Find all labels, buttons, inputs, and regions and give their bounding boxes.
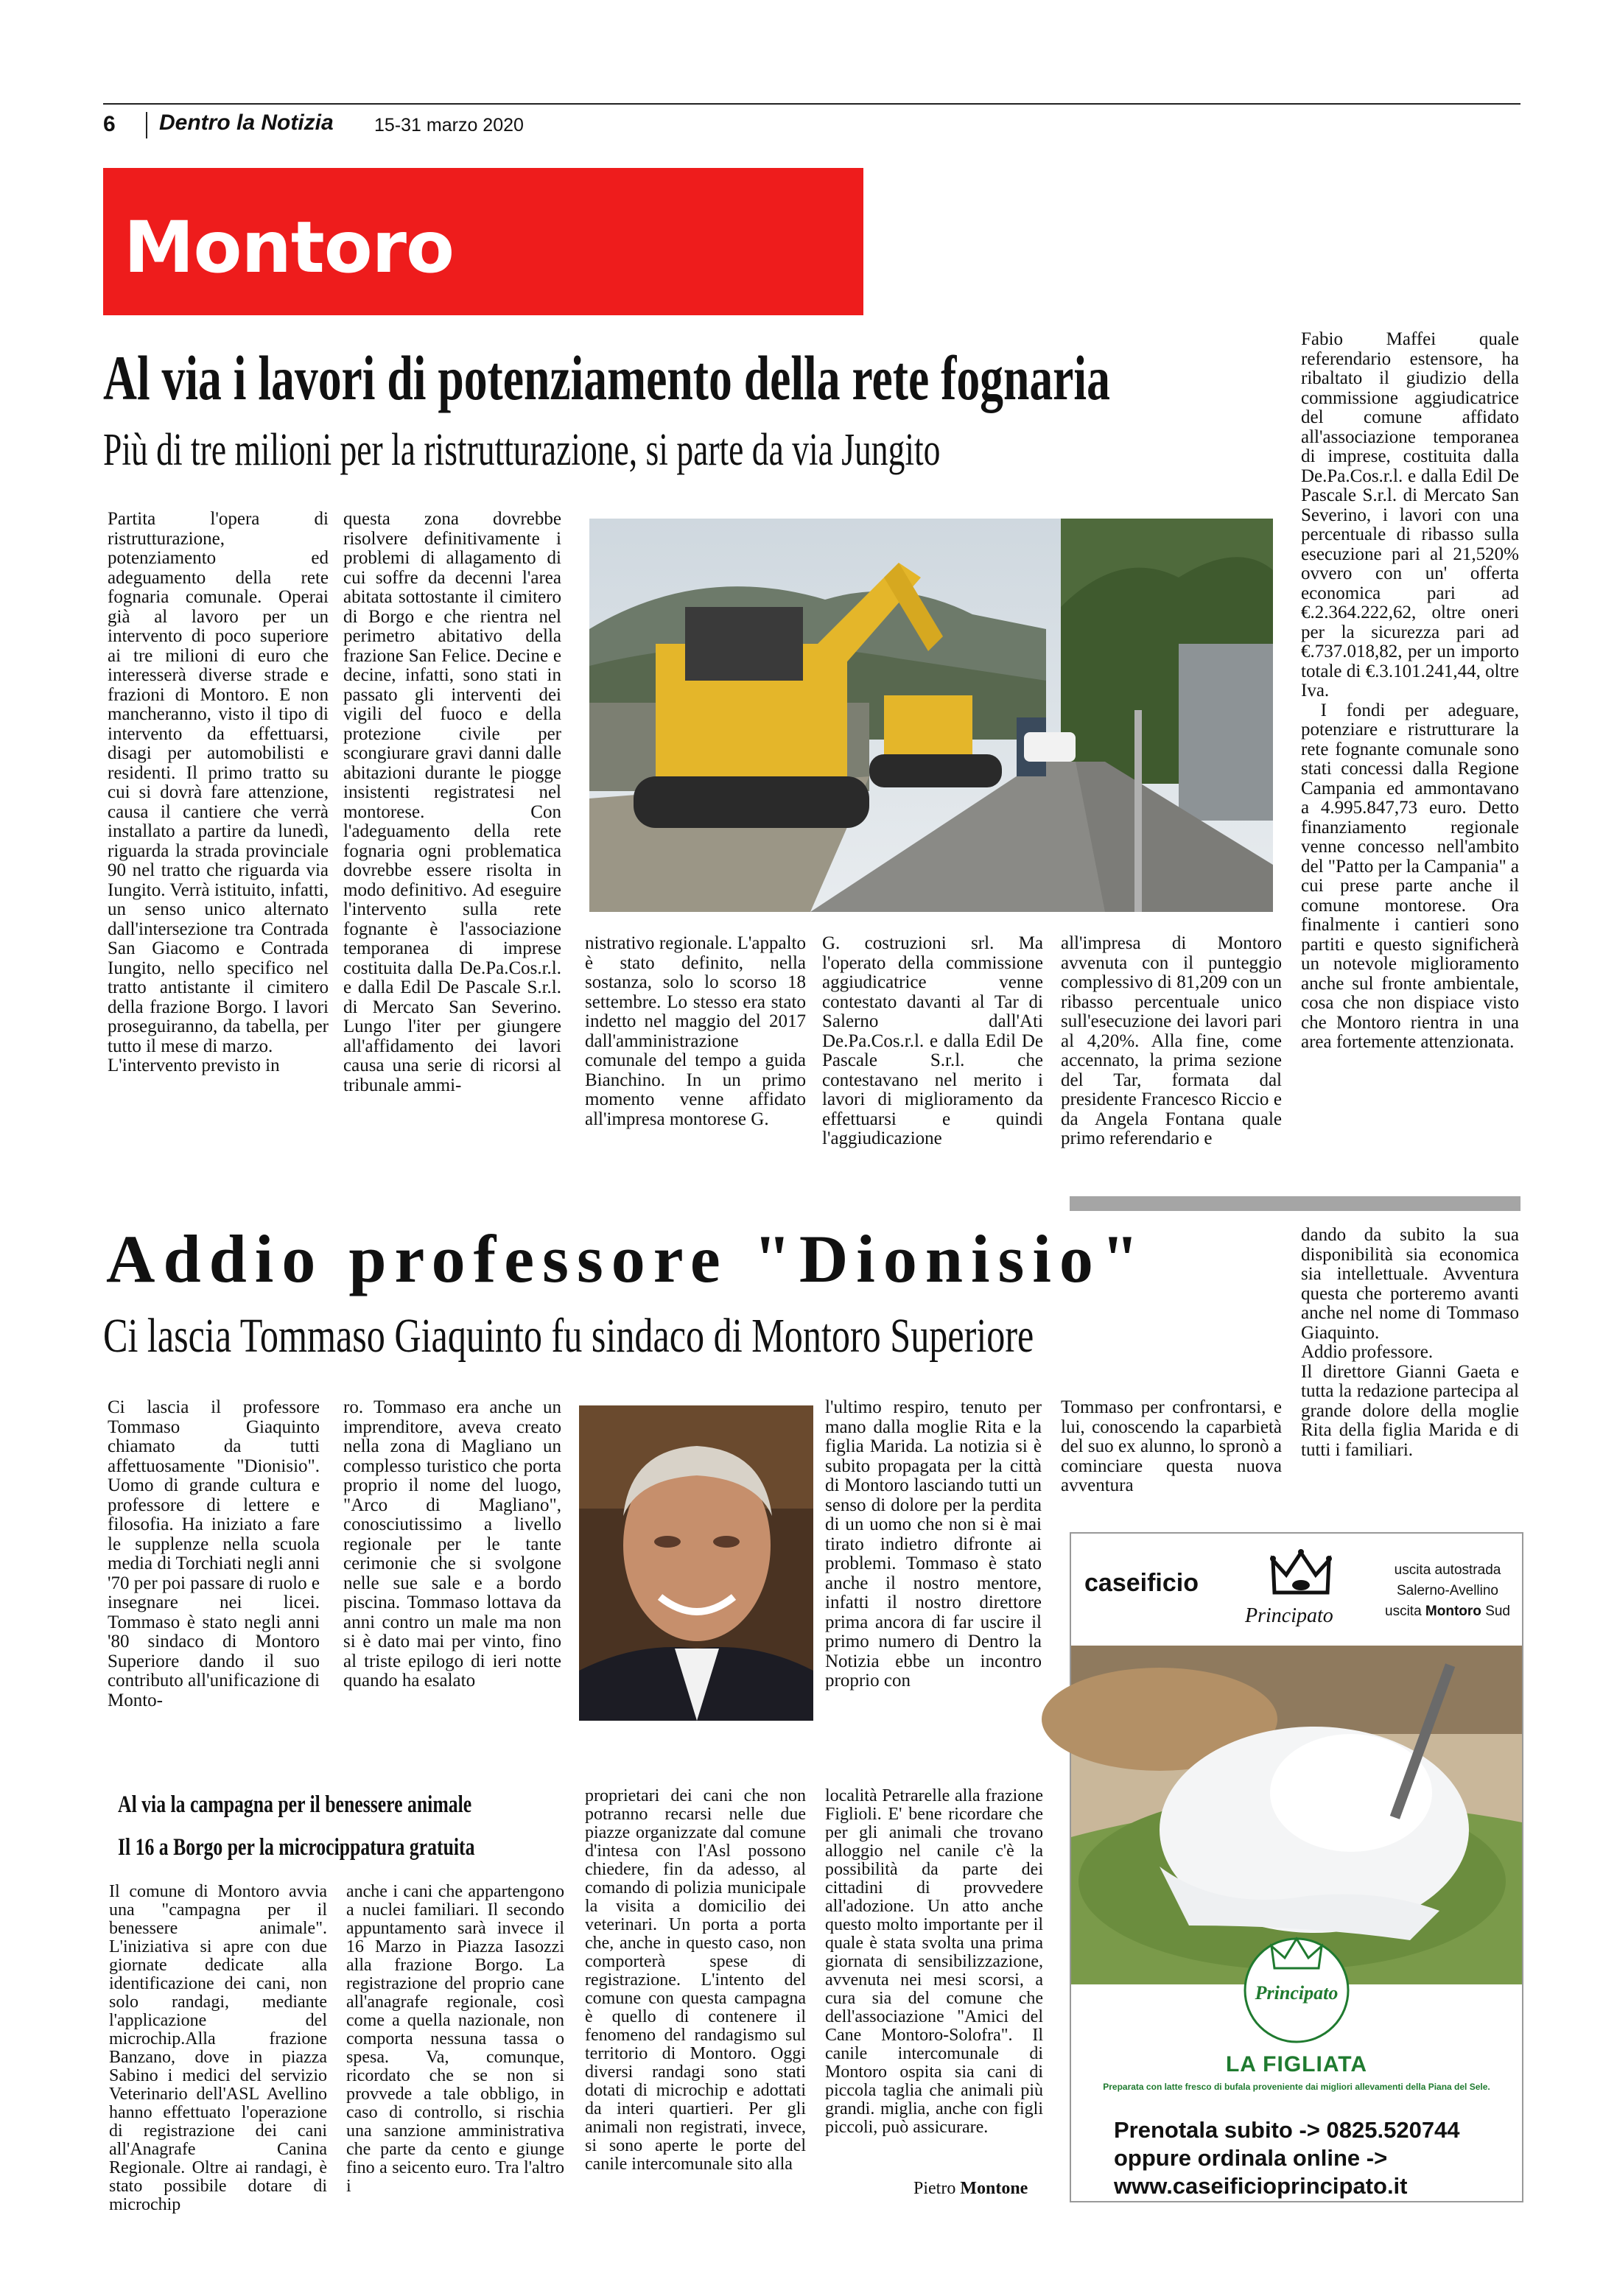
issue-date: 15-31 marzo 2020 (374, 115, 524, 136)
article1-column-3: nistrativo regionale. L'appalto è stato definito, nella sostanza, solo lo scorso 18 settembre. Lo stesso era stato indetto nel maggio del 2017 dall'amministrazione comunale del tempo a guida Bianchino. In un primo momento venne affidato all'impresa montorese G. (585, 933, 811, 1129)
ad-phone-cta[interactable]: Prenotala subito -> 0825.520744 (1114, 2117, 1460, 2143)
exit-line-3 (1381, 1601, 1515, 1622)
ad-product-title: LA FIGLIATA (1225, 2052, 1368, 2076)
signature-first-name: Pietro (913, 2179, 956, 2198)
section-title: Montoro (124, 206, 454, 289)
excavator-photo (589, 519, 1273, 912)
article1-column-5: all'impresa di Montoro avvenuta con il punteggio complessivo di 81,209 con un ribasso percentuale unico sull'esecuzione dei lavori pari al 4,20%. Alla fine, come accennato, la prima sezione del Tar, formata dal presidente Francesco Riccio e da Angela Fontana quale primo referendario e (1061, 933, 1287, 1148)
section-divider (1070, 1196, 1520, 1211)
article1-headline: Al via i lavori di potenziamento della rete fognaria (103, 343, 1110, 413)
publication-name: Dentro la Notizia (159, 110, 334, 135)
article3-subheadline: Il 16 a Borgo per la microcippatura gratuita (118, 1834, 475, 1861)
article2-subheadline: Ci lascia Tommaso Giaquinto fu sindaco di Montoro Superiore (103, 1309, 1034, 1363)
article2-column-1: Ci lascia il professore Tommaso Giaquinto chiamato da tutti affettuosamente "Dionisio". Uomo di grande cultura e professore di lettere e filosofia. Ha iniziato a fare le supplenze nella scuola media di Torchiati negli anni '70 per poi passare di ruolo e insegnare nei licei. Tommaso è stato negli anni '80 sindaco di Montoro Superiore dando il suo contributo all'unificazione di Monto- (108, 1397, 325, 1710)
exit-line-3-pre: uscita (1385, 1604, 1422, 1619)
ad-logo-script: Principato (1245, 1604, 1333, 1627)
header-rule (103, 103, 1520, 105)
article3-column-4: località Petrarelle alla frazione Figlioli. E' bene ricordare che per gli animali che trovano alloggio nel canile c'è la possibilità da parte dei cittadini di provvedere all'adozione. Un atto anche questo molto importante per il quale è stata svolta una prima giornata di sensibilizzazione, avvenuta nei mesi scorsi, a cura sia del comune che dell'associazione "Amici del Cane Montoro-Solofra". Il canile intercomunale di Montoro ospita sia cani di piccola taglia che animali più grandi. miglia, anche con figli piccoli, può assicurare. (825, 1786, 1048, 2137)
article3-headline: Al via la campagna per il benessere animale (118, 1791, 472, 1818)
exit-line-3-post: Sud (1485, 1604, 1510, 1619)
article1-column-1: Partita l'opera di ristrutturazione, potenziamento ed adeguamento della rete fognaria comunale. Operai già al lavoro per un intervento di poco superiore ai tre milioni di euro che interesserà diverse strade e frazioni di Montoro. E non mancheranno, visto il tipo di intervento da effettuarsi, disagi per automobilisti e residenti. Il primo tratto su cui si dovrà fare attenzione, causa il cantiere che verrà installato a partire da lunedì, riguarda la strada provinciale 90 nel tratto che riguarda via Iungito. Verrà istituito, infatti, un senso unico alternato dall'intersezione tra Contrada San Giacomo e Contrada Iungito, nello specifico nel tratto antistante il cimitero della frazione Borgo. I lavori proseguiranno, da tabella, per tutto il mese di marzo. L'intervento previsto in (108, 509, 329, 1075)
exit-line-2: Salerno-Avellino (1396, 1583, 1498, 1598)
excavator-photo-art (589, 519, 1273, 912)
ad-website-link[interactable]: www.caseificioprincipato.it (1114, 2173, 1408, 2199)
seal-text: Principato (1255, 1982, 1339, 2004)
article2-column-2: ro. Tommaso era anche un imprenditore, aveva creato nella zona di Magliano un complesso turistico che porta proprio il nome del luogo, "Arco di Magliano", conosciutissimo a livello regionale per le tante cerimonie che si svolgone nelle sue sale e a bordo piscina. Tommaso lottava da anni contro un male ma non si è dato mai per vinto, fino al triste epilogo di ieri notte quando ha esalato (343, 1397, 567, 1691)
crown-icon (1270, 1548, 1332, 1600)
ad-online-cta: oppure ordinala online -> (1114, 2145, 1388, 2171)
article3-column-2: anche i cani che appartengono a nuclei familiari. Il secondo appuntamento sarà invece il 16 Marzo in Piazza Iasozzi alla frazione Borgo. La registrazione del proprio cane all'anagrafe regionale, così come a quella nazionale, non comporta nessuna tassa o spesa. Va, comunque, ricordato che se non si provvede a tale obbligo, in caso di controllo, si rischia una sanzione amministrativa che parte da cento e giunge fino a seicento euro. Tra l'altro i (346, 1882, 569, 2196)
article3-column-1: Il comune di Montoro avvia una "campagna per il benessere animale". L'iniziativa si apre con due giornate dedicate alla identificazione dei cani, non solo randagi, mediante l'applicazione del microchip.Alla frazione Banzano, dove in piazza Sabino i medici del servizio Veterinario dell'ASL Avellino hanno effettuato l'operazione di registrazione dei cani all'Anagrafe Canina Regionale. Oltre ai randagi, è stato possibile dotare di microchip (109, 1882, 332, 2214)
article3-signature (913, 2179, 1028, 2199)
article1-column-4: G. costruzioni srl. Ma l'operato della commissione aggiudicatrice venne contestato davanti al Tar di Salerno dall'Ati De.Pa.Cos.r.l. e dalla Edil De Pascale S.r.l. che contestavano nel merito i lavori di miglioramento da effettuarsi e quindi l'aggiudicazione (822, 933, 1048, 1148)
article2-column-5: dando da subito la sua disponibilità sia economica sia intellettuale. Avventura questa che porteremo avanti anche nel nome di Tommaso Giaquinto. Addio professore. Il direttore Gianni Gaeta e tutta la redazione partecipa al grande dolore della moglie Rita della figlia Marida e di tutti i familiari. (1301, 1225, 1519, 1460)
ad-brand: caseificio (1084, 1569, 1199, 1597)
caseificio-advertisement[interactable] (1070, 1532, 1523, 2202)
ad-header (1071, 1534, 1522, 1646)
portrait-photo-art (579, 1405, 813, 1721)
ad-highway-exit (1381, 1560, 1515, 1622)
portrait-photo (579, 1405, 813, 1721)
header-separator (146, 112, 147, 138)
article2-headline: Addio professore "Dionisio" (106, 1221, 1147, 1296)
principato-seal-icon (1071, 1917, 1522, 2057)
article2-column-4: Tommaso per confrontarsi, e lui, conoscendo la caparbietà del suo ex alunno, lo spronò a cominciare questa nuova avventura (1061, 1397, 1287, 1495)
article2-column-3: l'ultimo respiro, tenuto per mano dalla moglie Rita e la figlia Marida. La notizia si è subito propagata per la città di Montoro lasciando tutti un senso di dolore per la perdita di un uomo che non si è mai tirato indietro difronte ai problemi. Tommaso è stato anche il nostro mentore, infatti il nostro direttore prima ancora di far uscire il primo numero di Dentro la Notizia ebbe un incontro proprio con (825, 1397, 1047, 1691)
article1-column-2: questa zona dovrebbe risolvere definitivamente i problemi di allagamento di cui soffre da decenni l'area abitata sottostante il cimitero di Borgo e che rientra nel perimetro abitativo della frazione San Felice. Decine e decine, infatti, sono stati in passato gli interventi dei vigili del fuoco e della protezione civile per scongiurare gravi danni dalle abitazioni durante le piogge insistenti registratesi nel montorese. Con l'adeguamento della rete fognaria ogni problematica dovrebbe essere risolta in modo definitivo. Ad eseguire l'intervento sulla rete fognante è l'associazione temporanea di imprese costituita dalla De.Pa.Cos.r.l. e dalla Edil De Pascale S.r.l. di Mercato San Severino. Lungo l'iter per giungere all'affidamento dei lavori causa una serie di ricorsi al tribunale ammi- (343, 509, 567, 1095)
article1-subheadline: Più di tre milioni per la ristrutturazione, si parte da via Jungito (103, 425, 941, 475)
article3-column-3: proprietari dei cani che non potranno recarsi nelle due piazze organizzate dal comune d'intesa con l'Asl possono chiedere, fin da adesso, al comando di polizia municipale la visita a domicilio dei veterinari. Un porta a porta che, anche in questo caso, non comporterà spese di registrazione. L'intento del comune con questa campagna è quello di contenere il fenomeno del randagismo sul territorio di Montoro. Oggi diversi randagi sono stati dotati di microchip e adottati da interi quartieri. Per gli animali non registrati, invece, si sono aperte le porte del canile intercomunale sito alla (585, 1786, 810, 2174)
signature-last-name: Montone (960, 2179, 1028, 2198)
ad-product-note: Preparata con latte fresco di bufala proveniente dai migliori allevamenti della Piana del Sele. (1103, 2082, 1490, 2092)
exit-line-3-bold: Montoro (1425, 1604, 1481, 1619)
page-number: 6 (103, 112, 116, 136)
exit-line-1: uscita autostrada (1394, 1562, 1501, 1578)
article1-column-6: Fabio Maffei quale referendario estensore, ha ribaltato il giudizio della commissione aggiudicatrice del comune affidato all'associazione temporanea di imprese, costituita dalla De.Pa.Cos.r.l. e dalla Edil De Pascale S.r.l. di Mercato San Severino, i lavori con una percentuale di ribasso sulla esecuzione pari al 21,520% ovvero con un' offerta economica pari ad €.2.364.222,62, oltre oneri per la sicurezza pari ad €.737.018,82, per un importo totale di €.3.101.241,44, oltre Iva. I fondi per adeguare, potenziare e ristrutturare la rete fognante comunale sono stati concessi dalla Regione Campania ed ammontavano a 4.995.847,73 euro. Detto finanziamento regionale venne concesso nell'ambito del "Patto per la Campania" a cui prese parte anche il comune montorese. Ora finalmente i cantieri sono partiti e questo significherà un notevole miglioramento anche sul fronte ambientale, cosa che non dispiace visto che Montoro rientra in una area fortemente attenzionata. (1301, 329, 1520, 1052)
